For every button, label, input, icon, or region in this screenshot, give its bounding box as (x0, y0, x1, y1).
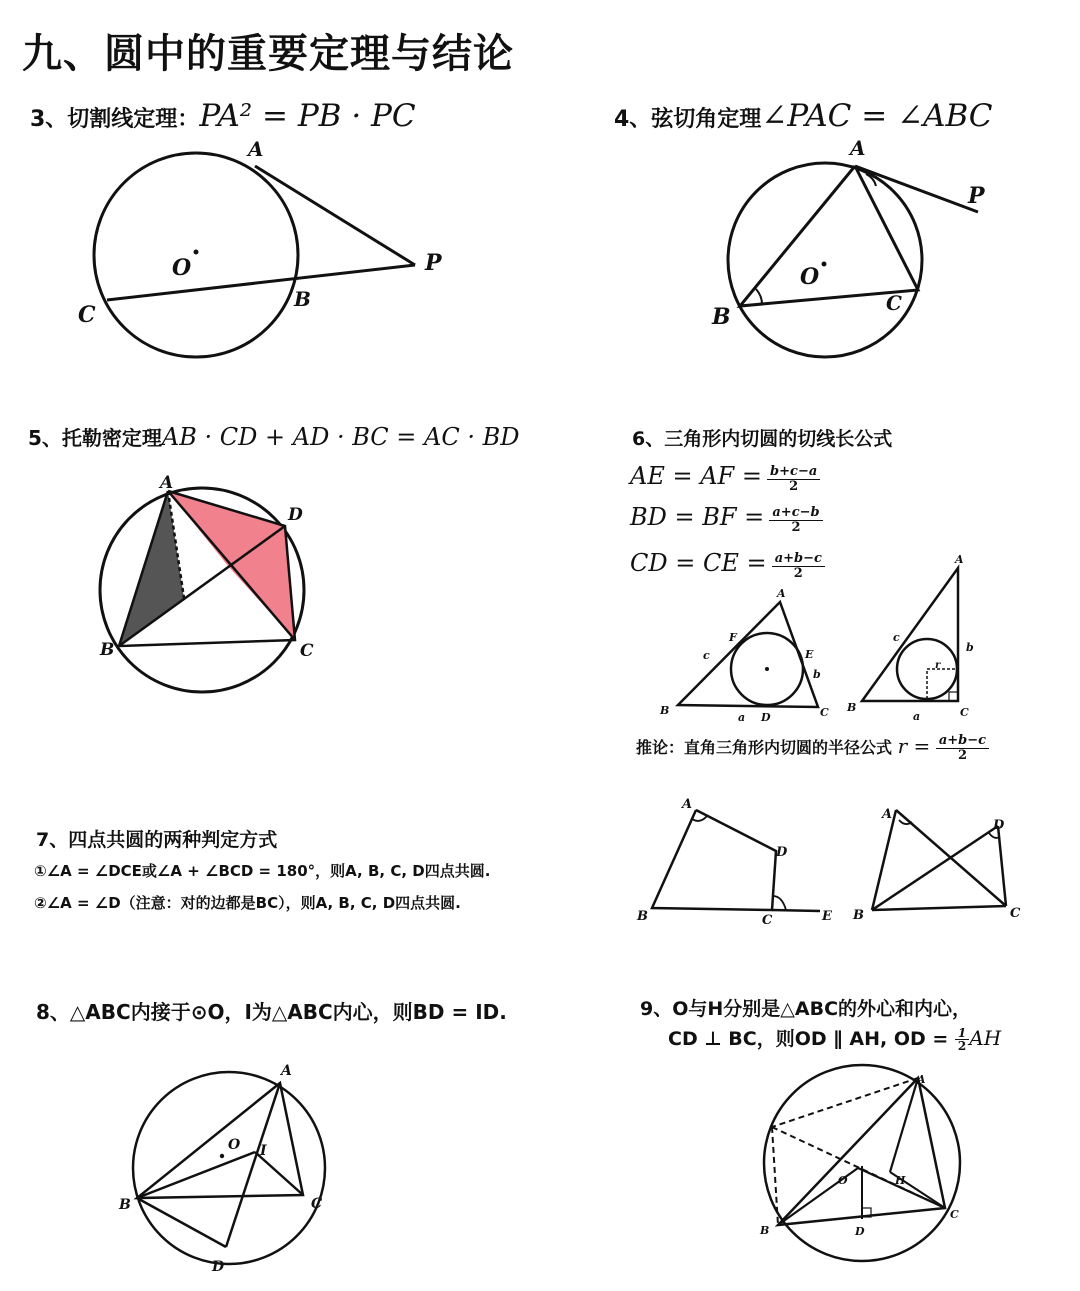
page-title: 九、圆中的重要定理与结论 (22, 31, 514, 77)
label-b-4: B (712, 304, 731, 330)
svg-text:C: C (1010, 906, 1021, 921)
fraction-corollary: $\frac{a+b-c}{2}$ (936, 734, 989, 763)
svg-text:c: c (893, 631, 900, 644)
svg-text:A: A (281, 1063, 292, 1079)
svg-text:B: B (760, 1224, 770, 1237)
svg-text:D: D (993, 818, 1005, 833)
svg-text:D: D (761, 711, 771, 724)
svg-text:r: r (935, 660, 941, 671)
svg-text:B: B (847, 701, 857, 714)
svg-text:A: A (777, 587, 786, 600)
svg-text:b: b (966, 641, 974, 654)
label-o: O (172, 255, 192, 281)
svg-text:C: C (762, 913, 773, 928)
svg-text:A: A (882, 807, 893, 822)
svg-text:D: D (776, 845, 788, 860)
svg-text:a: a (738, 711, 746, 724)
label-a: A (248, 137, 264, 161)
svg-text:E: E (822, 909, 832, 924)
section-4-label: 4、弦切角定理 (614, 107, 762, 132)
svg-text:O: O (228, 1137, 241, 1153)
svg-text:I: I (260, 1143, 267, 1159)
label-c: C (78, 302, 96, 328)
formula-cd-ce: CD = CE = $\frac{a+b-c}{2}$ (630, 549, 825, 581)
section-7-line1: ①∠A = ∠DCE或∠A + ∠BCD = 180°，则A, B, C, D四点共圆. (34, 862, 491, 880)
label-a-4: A (850, 136, 866, 160)
svg-text:D: D (855, 1225, 865, 1238)
svg-text:B: B (853, 908, 864, 923)
formula-bd-bf: BD = BF = $\frac{a+c-b}{2}$ (630, 503, 823, 535)
svg-text:A: A (955, 553, 964, 566)
fraction-half: $\frac{1}{2}$ (955, 1027, 969, 1052)
svg-text:C: C (820, 706, 829, 719)
section-8-heading: 8、△ABC内接于⊙O，I为△ABC内心，则BD = ID. (36, 1000, 507, 1024)
svg-text:B: B (660, 704, 670, 717)
fraction-3: $\frac{a+b-c}{2}$ (772, 552, 825, 581)
svg-text:F: F (729, 631, 737, 644)
svg-text:C: C (960, 706, 969, 719)
fraction-1: $\frac{b+c-a}{2}$ (767, 465, 820, 494)
section-7-line2: ②∠A = ∠D（注意：对的边都是BC），则A, B, C, D四点共圆. (34, 894, 461, 912)
svg-text:a: a (913, 710, 921, 723)
svg-text:O: O (838, 1174, 848, 1187)
section-3-label: 3、切割线定理： (30, 107, 200, 132)
svg-text:B: B (637, 909, 648, 924)
svg-text:b: b (813, 668, 821, 681)
label-b-5: B (100, 640, 115, 660)
label-p: P (425, 250, 442, 276)
label-d-5: D (288, 505, 303, 525)
label-c-4: C (886, 291, 902, 315)
section-3-formula: PA² = PB · PC (199, 98, 416, 134)
svg-text:C: C (311, 1196, 323, 1212)
svg-text:C: C (950, 1208, 959, 1221)
section-5-label: 5、托勒密定理 (28, 426, 162, 450)
svg-text:D: D (212, 1259, 225, 1275)
section-7-heading: 7、四点共圆的两种判定方式 (36, 829, 278, 851)
svg-text:c: c (703, 649, 710, 662)
section-9-line2: CD ⊥ BC，则OD ∥ AH, OD = $\frac{1}{2}$ AH (668, 1026, 1002, 1053)
svg-text:E: E (805, 648, 814, 661)
svg-text:A: A (917, 1073, 926, 1086)
section-6-heading: 6、三角形内切圆的切线长公式 (632, 428, 893, 450)
corollary: 推论：直角三角形内切圆的半径公式 r = $\frac{a+b-c}{2}$ (636, 734, 989, 763)
label-c-5: C (300, 641, 314, 661)
label-o-4: O (800, 264, 820, 290)
label-a-5: A (160, 473, 174, 493)
svg-text:B: B (119, 1197, 131, 1213)
svg-text:A: A (682, 797, 693, 812)
label-b: B (294, 287, 311, 311)
svg-text:H: H (895, 1174, 906, 1187)
fraction-2: $\frac{a+c-b}{2}$ (769, 506, 822, 535)
section-4-formula: ∠PAC = ∠ABC (761, 98, 993, 134)
section-5-formula: AB · CD + AD · BC = AC · BD (161, 423, 520, 451)
label-p-4: P (968, 183, 985, 209)
formula-ae-af: AE = AF = $\frac{b+c-a}{2}$ (630, 462, 820, 494)
section-9-line1: 9、O与H分别是△ABC的外心和内心， (640, 998, 972, 1020)
